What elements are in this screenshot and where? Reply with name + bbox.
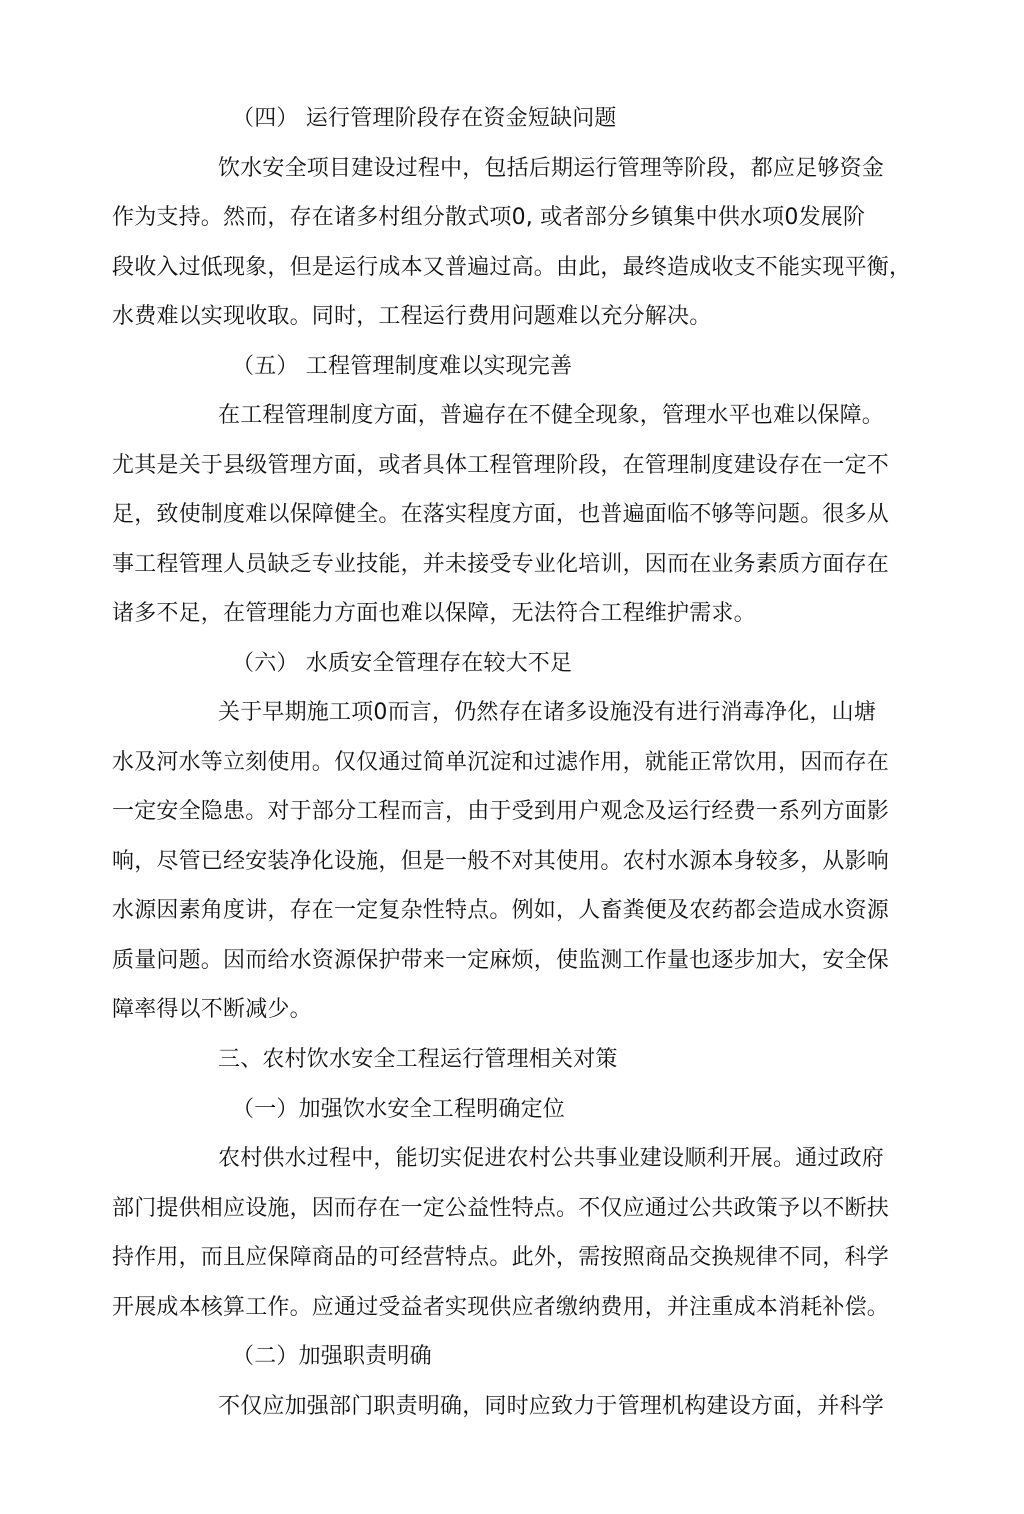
paragraph-line: 响，尽管已经安装净化设施，但是一般不对其使用。农村水源本身较多，从影响 bbox=[112, 849, 890, 874]
paragraph-line: 水源因素角度讲，存在一定复杂性特点。例如，人畜粪便及农药都会造成水资源 bbox=[112, 898, 890, 923]
paragraph-line: 持作用，而且应保障商品的可经营特点。此外，需按照商品交换规律不同，科学 bbox=[112, 1245, 890, 1270]
section-heading-1: （一）加强饮水安全工程明确定位 bbox=[232, 1097, 566, 1122]
paragraph-line: 在工程管理制度方面，普遍存在不健全现象，管理水平也难以保障。 bbox=[218, 403, 885, 428]
section-heading-5: （五） 工程管理制度难以实现完善 bbox=[232, 354, 573, 379]
paragraph-line: 关于早期施工项0而言，仍然存在诸多设施没有进行消毒净化，山塘 bbox=[218, 700, 876, 725]
paragraph-line: 部门提供相应设施，因而存在一定公益性特点。不仅应通过公共政策予以不断扶 bbox=[112, 1196, 890, 1221]
paragraph-line: 饮水安全项目建设过程中，包括后期运行管理等阶段，都应足够资金 bbox=[218, 156, 885, 181]
paragraph-line: 开展成本核算工作。应通过受益者实现供应者缴纳费用，并注重成本消耗补偿。 bbox=[112, 1295, 890, 1320]
paragraph-line: 尤其是关于县级管理方面，或者具体工程管理阶段，在管理制度建设存在一定不 bbox=[112, 453, 890, 478]
section-heading-2: （二）加强职责明确 bbox=[232, 1344, 432, 1369]
chapter-heading-3: 三、农村饮水安全工程运行管理相关对策 bbox=[218, 1047, 618, 1072]
paragraph-line: 不仅应加强部门职责明确，同时应致力于管理机构建设方面，并科学 bbox=[218, 1394, 885, 1419]
paragraph-line: 农村供水过程中，能切实促进农村公共事业建设顺利开展。通过政府 bbox=[218, 1146, 885, 1171]
paragraph-line: 水费难以实现收取。同时，工程运行费用问题难以充分解决。 bbox=[112, 304, 712, 329]
paragraph-line: 一定安全隐患。对于部分工程而言，由于受到用户观念及运行经费一系列方面影 bbox=[112, 799, 890, 824]
section-heading-6: （六） 水质安全管理存在较大不足 bbox=[232, 651, 573, 676]
paragraph-line: 足，致使制度难以保障健全。在落实程度方面，也普遍面临不够等问题。很多从 bbox=[112, 502, 890, 527]
paragraph-line: 作为支持。然而，存在诸多村组分散式项0, 或者部分乡镇集中供水项0发展阶 bbox=[112, 205, 866, 230]
section-heading-4: （四） 运行管理阶段存在资金短缺问题 bbox=[232, 106, 617, 131]
paragraph-line: 水及河水等立刻使用。仅仅通过简单沉淀和过滤作用，就能正常饮用，因而存在 bbox=[112, 750, 890, 775]
paragraph-line: 障率得以不断减少。 bbox=[112, 997, 312, 1022]
paragraph-line: 质量问题。因而给水资源保护带来一定麻烦，使监测工作量也逐步加大，安全保 bbox=[112, 948, 890, 973]
paragraph-line: 事工程管理人员缺乏专业技能，并未接受专业化培训，因而在业务素质方面存在 bbox=[112, 552, 890, 577]
paragraph-line: 诸多不足，在管理能力方面也难以保障，无法符合工程维护需求。 bbox=[112, 601, 756, 626]
paragraph-line: 段收入过低现象，但是运行成本又普遍过高。由此，最终造成收支不能实现平衡， bbox=[112, 255, 912, 280]
